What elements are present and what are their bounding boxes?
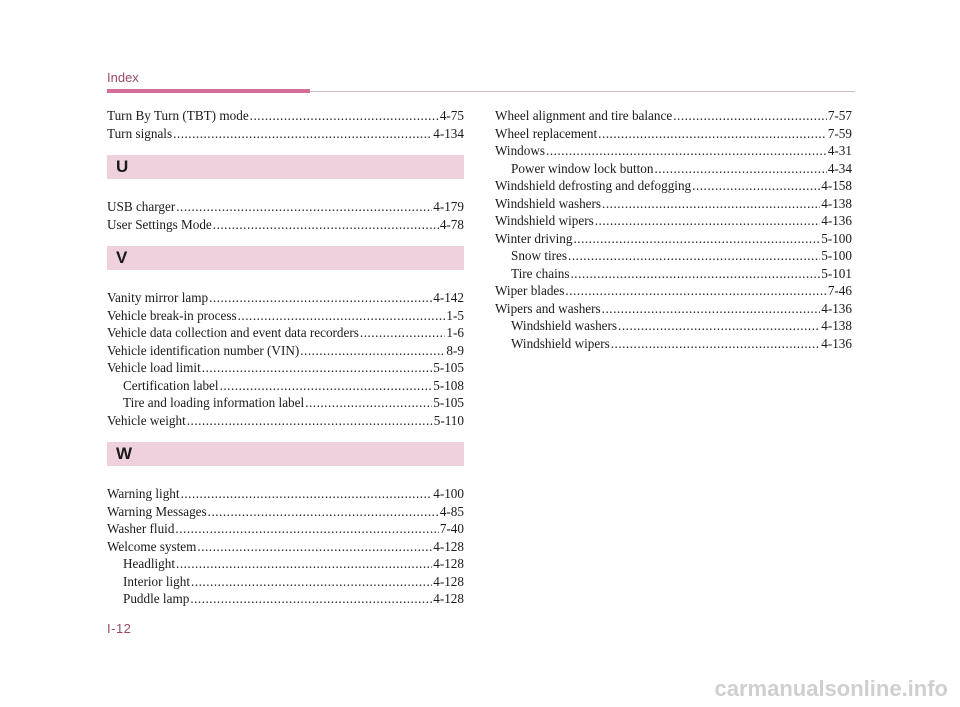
index-entry — [107, 520, 464, 538]
dot-leader — [220, 377, 433, 395]
dot-leader — [611, 335, 820, 353]
index-term: Vehicle load limit — [107, 360, 201, 375]
dot-leader — [571, 265, 821, 283]
index-term: Windshield wipers — [511, 335, 610, 351]
index-page-ref: 7-57 — [827, 108, 852, 123]
index-page-ref: 8-9 — [446, 342, 464, 358]
dot-leader — [618, 317, 820, 335]
dot-leader — [187, 412, 433, 430]
index-page-ref: 5-105 — [433, 395, 464, 410]
index-page-ref: 4-128 — [433, 573, 464, 589]
index-subentry — [495, 247, 852, 265]
index-page-ref: 4-78 — [439, 216, 464, 232]
index-term: Tire and loading information label — [123, 395, 305, 410]
dot-leader — [191, 573, 432, 591]
index-term: Turn By Turn (TBT) mode — [107, 108, 249, 123]
index-term: USB charger — [107, 199, 176, 214]
index-page-ref: 5-101 — [821, 265, 852, 281]
index-entry — [495, 107, 852, 125]
index-page-ref: 4-85 — [439, 503, 464, 519]
dot-leader — [197, 538, 432, 556]
index-entry — [495, 230, 852, 248]
dot-leader — [238, 307, 446, 325]
index-entry — [107, 359, 464, 377]
dot-leader — [250, 107, 439, 125]
index-entry — [107, 307, 464, 325]
section-header-w — [107, 442, 464, 466]
index-entry — [107, 485, 464, 503]
dot-leader — [568, 247, 820, 265]
index-entry — [107, 412, 464, 430]
index-page-ref: 4-138 — [821, 195, 852, 211]
index-term: Windows — [495, 143, 546, 158]
dot-leader — [176, 198, 432, 216]
index-term: Vanity mirror lamp — [107, 290, 209, 305]
index-term: Snow tires — [511, 248, 568, 263]
index-page-ref: 4-179 — [433, 199, 464, 214]
index-term: Interior light — [123, 573, 191, 589]
dot-leader — [673, 107, 827, 125]
index-subentry — [495, 317, 852, 335]
index-page-ref: 4-31 — [827, 143, 852, 158]
index-entry — [495, 177, 852, 195]
index-page-ref: 4-142 — [433, 290, 464, 305]
index-entry — [107, 324, 464, 342]
index-column-left — [107, 107, 464, 608]
index-page-ref: 4-138 — [821, 318, 852, 333]
index-entry — [107, 125, 464, 143]
index-term: Vehicle identification number (VIN) — [107, 342, 300, 358]
dot-leader — [208, 503, 439, 521]
index-term: Wiper blades — [495, 283, 565, 298]
dot-leader — [692, 177, 820, 195]
section-header-v — [107, 246, 464, 270]
index-page-ref: 4-136 — [821, 213, 852, 228]
index-subentry — [107, 394, 464, 412]
dot-leader — [602, 195, 820, 213]
index-term: Winter driving — [495, 230, 573, 246]
index-page-ref: 7-59 — [827, 125, 852, 141]
index-entry — [107, 289, 464, 307]
index-entry — [107, 538, 464, 556]
index-term: Turn signals — [107, 125, 173, 141]
index-entry — [107, 216, 464, 234]
index-term: Wheel alignment and tire balance — [495, 108, 673, 123]
index-page-ref: 5-110 — [433, 412, 464, 428]
index-term: Certification label — [123, 377, 219, 393]
index-subentry — [495, 335, 852, 353]
dot-leader — [602, 300, 821, 318]
dot-leader — [173, 125, 432, 143]
index-page-ref: 1-6 — [446, 325, 464, 340]
watermark-text: carmanualsonline.info — [714, 676, 948, 701]
index-entry — [107, 198, 464, 216]
header-accent-bar — [107, 89, 310, 93]
index-term: Wipers and washers — [495, 300, 601, 316]
dot-leader — [300, 342, 445, 360]
dot-leader — [209, 289, 432, 307]
dot-leader — [176, 555, 432, 573]
index-page-ref: 4-134 — [433, 125, 464, 141]
index-page-ref: 5-100 — [821, 230, 852, 246]
index-term: Power window lock button — [511, 160, 654, 176]
index-term: User Settings Mode — [107, 216, 212, 232]
index-entry — [495, 195, 852, 213]
dot-leader — [546, 142, 827, 160]
index-term: Windshield wipers — [495, 213, 594, 228]
index-column-right — [495, 107, 852, 352]
index-entry — [107, 342, 464, 360]
index-entry — [495, 212, 852, 230]
index-page-ref: 4-158 — [821, 178, 852, 193]
index-page-ref: 4-136 — [821, 300, 852, 316]
index-subentry — [107, 590, 464, 608]
index-page-ref: 5-108 — [433, 377, 464, 393]
index-page-ref: 7-46 — [827, 283, 852, 298]
index-page-ref: 1-5 — [446, 307, 464, 323]
dot-leader — [175, 520, 438, 538]
index-entry — [495, 125, 852, 143]
index-term: Vehicle break-in process — [107, 307, 237, 323]
index-term: Headlight — [123, 556, 176, 571]
index-entry — [107, 503, 464, 521]
index-page-ref: 5-105 — [433, 360, 464, 375]
index-term: Wheel replacement — [495, 125, 598, 141]
index-entry — [495, 142, 852, 160]
index-page-ref: 4-136 — [821, 335, 852, 351]
index-subentry — [107, 573, 464, 591]
dot-leader — [598, 125, 827, 143]
index-entry — [495, 300, 852, 318]
index-term: Vehicle weight — [107, 412, 186, 428]
index-term: Washer fluid — [107, 521, 175, 536]
index-term: Tire chains — [511, 265, 570, 281]
index-term: Windshield washers — [495, 195, 602, 211]
dot-leader — [595, 212, 820, 230]
index-subentry — [107, 555, 464, 573]
dot-leader — [202, 359, 432, 377]
index-page-ref: 4-128 — [433, 538, 464, 554]
index-page-ref: 4-128 — [433, 556, 464, 571]
index-subentry — [107, 377, 464, 395]
dot-leader — [213, 216, 439, 234]
index-page-ref: 4-100 — [433, 486, 464, 501]
index-term: Vehicle data collection and event data recorders — [107, 325, 359, 340]
section-letter: V — [116, 248, 128, 267]
index-page-ref: 4-34 — [827, 160, 852, 176]
index-page-ref: 4-75 — [439, 108, 464, 123]
dot-leader — [360, 324, 446, 342]
index-term: Warning light — [107, 486, 180, 501]
index-subentry — [495, 265, 852, 283]
index-page-ref: 5-100 — [821, 248, 852, 263]
index-subentry — [495, 160, 852, 178]
index-page-ref: 7-40 — [439, 521, 464, 536]
index-term: Windshield defrosting and defogging — [495, 178, 692, 193]
index-term: Warning Messages — [107, 503, 207, 519]
index-term: Welcome system — [107, 538, 197, 554]
dot-leader — [655, 160, 827, 178]
dot-leader — [573, 230, 820, 248]
index-entry — [495, 282, 852, 300]
page-header-title: Index — [107, 70, 139, 85]
section-letter: U — [116, 157, 129, 176]
section-letter: W — [116, 444, 133, 463]
index-entry — [107, 107, 464, 125]
index-term: Windshield washers — [511, 318, 618, 333]
section-header-u — [107, 155, 464, 179]
index-term: Puddle lamp — [123, 591, 190, 606]
dot-leader — [565, 282, 826, 300]
index-page-ref: 4-128 — [433, 591, 464, 606]
dot-leader — [190, 590, 432, 608]
dot-leader — [305, 394, 432, 412]
dot-leader — [181, 485, 433, 503]
page-number: I-12 — [107, 621, 132, 636]
